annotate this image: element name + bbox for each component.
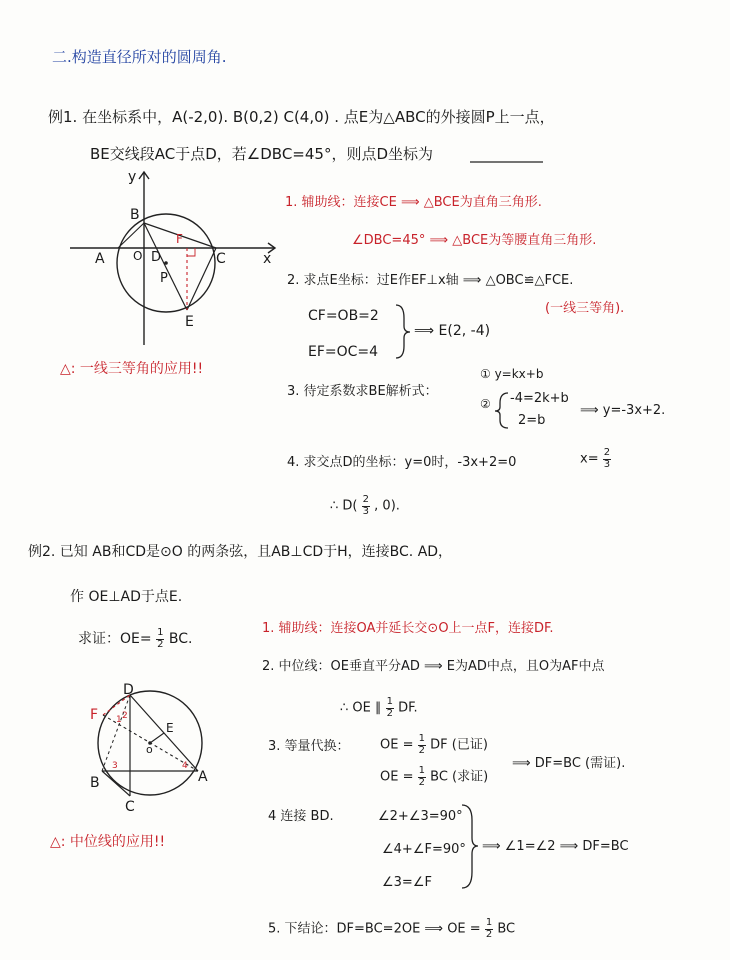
ex1-step2c: CF=OB=2 bbox=[308, 308, 379, 324]
ex1-problem-line2: BE交线段AC于点D，若∠DBC=45°，则点D坐标为 bbox=[90, 145, 433, 163]
ex1-step4d: , 0). bbox=[374, 498, 400, 514]
ex2-step5-wrap bbox=[268, 918, 515, 940]
ex2-step2b: ∴ OE ∥ bbox=[340, 700, 382, 716]
ex1-step3d: -4=2k+b bbox=[510, 391, 569, 406]
ex1-step2b: (一线三等角). bbox=[545, 301, 625, 316]
ex1-step3f: ⟹ y=-3x+2. bbox=[580, 403, 666, 418]
ex2-step3d: OE = bbox=[380, 769, 414, 785]
ex1-step2e: ⟹ E(2, -4) bbox=[414, 323, 491, 339]
ex2-step3f: ⟹ DF=BC (需证). bbox=[512, 756, 626, 771]
ex1-step3b: ① y=kx+b bbox=[480, 367, 544, 381]
ex2-step4b: ∠2+∠3=90° bbox=[378, 809, 463, 824]
label-point-b: B bbox=[130, 207, 140, 223]
ex1-step3c: ② bbox=[480, 397, 491, 411]
ex2-step3e: BC (求证) bbox=[430, 769, 489, 785]
ex2-step1: 1. 辅助线：连接OA并延长交⊙O上一点F，连接DF. bbox=[262, 621, 554, 636]
fraction-half-3: $\frac{1}{2}$ bbox=[418, 733, 425, 756]
ex1-step2d: EF=OC=4 bbox=[308, 344, 379, 360]
ex2-step4d: ∠3=∠F bbox=[382, 875, 432, 890]
ex1-step4b: x= bbox=[580, 451, 599, 467]
ex2-step3b: OE = bbox=[380, 737, 414, 753]
fraction-half-5: $\frac{1}{2}$ bbox=[485, 917, 493, 940]
ex1-step3e: 2=b bbox=[518, 413, 546, 428]
ex2-note: △: 中位线的应用!! bbox=[50, 834, 166, 850]
ex2-label-e: E bbox=[166, 721, 174, 735]
ex1-step1a: 1. 辅助线：连接CE ⟹ △BCE为直角三角形. bbox=[285, 195, 542, 210]
label-x-axis: x bbox=[263, 251, 272, 267]
ex2-step4c: ∠4+∠F=90° bbox=[382, 842, 466, 857]
ex2-angle-3: 3 bbox=[112, 761, 118, 771]
ex2-step5a: 5. 下结论：DF=BC=2OE ⟹ OE = bbox=[268, 921, 481, 937]
ex2-label-c: C bbox=[125, 799, 135, 815]
ex2-label-b: B bbox=[90, 775, 100, 791]
ex2-label-d: D bbox=[123, 682, 134, 698]
ex2-angle-2: 2 bbox=[122, 711, 128, 721]
ex2-step3a: 3. 等量代换： bbox=[268, 739, 350, 754]
ex2-problem-line1: 例2. 已知 AB和CD是⊙O 的两条弦，且AB⊥CD于H，连接BC. AD， bbox=[28, 544, 453, 560]
ex2-step3c: DF (已证) bbox=[430, 737, 488, 753]
label-point-f: F bbox=[176, 232, 183, 246]
ex1-note: △: 一线三等角的应用!! bbox=[60, 361, 204, 377]
ex2-label-o: o bbox=[146, 743, 153, 756]
label-point-a: A bbox=[95, 251, 105, 267]
ex2-label-a: A bbox=[198, 769, 208, 785]
ex1-step4c: ∴ D( bbox=[330, 498, 358, 514]
section-heading: 二.构造直径所对的圆周角. bbox=[52, 48, 227, 66]
label-point-c: C bbox=[216, 251, 226, 267]
fraction-half-2: $\frac{1}{2}$ bbox=[386, 696, 393, 719]
ex2-step2a: 2. 中位线：OE垂直平分AD ⟹ E为AD中点，且O为AF中点 bbox=[262, 659, 605, 674]
ex2-problem-line2: 作 OE⊥AD于点E. bbox=[70, 589, 183, 605]
ex2-step2c: DF. bbox=[398, 700, 418, 716]
label-point-d: D bbox=[151, 250, 162, 265]
fraction-half-4: $\frac{1}{2}$ bbox=[418, 765, 425, 788]
ex2-angle-1: 1 bbox=[116, 715, 122, 725]
label-point-e: E bbox=[185, 314, 194, 330]
ex1-problem-line1: 例1. 在坐标系中，A(-2,0). B(0,2) C(4,0) . 点E为△ABC的外接圆P上一点， bbox=[48, 108, 555, 126]
ex2-prove-bc: BC. bbox=[168, 631, 193, 647]
ex2-step4a: 4 连接 BD. bbox=[268, 809, 334, 824]
ex2-label-f: F bbox=[90, 707, 99, 723]
fraction-two-thirds: $\frac{2}{3}$ bbox=[603, 447, 611, 470]
ex2-step4e: ⟹ ∠1=∠2 ⟹ DF=BC bbox=[482, 839, 629, 854]
ex1-step1b: ∠DBC=45° ⟹ △BCE为等腰直角三角形. bbox=[352, 233, 597, 248]
ex1-step4a: 4. 求交点D的坐标：y=0时，-3x+2=0 bbox=[287, 455, 517, 470]
ex2-prove-label: 求证：OE= bbox=[78, 631, 152, 647]
label-y-axis: y bbox=[128, 169, 137, 185]
fraction-two-thirds-d: $\frac{2}{3}$ bbox=[362, 494, 370, 517]
fraction-half: $\frac{1}{2}$ bbox=[157, 627, 164, 650]
ex2-angle-4: 4 bbox=[182, 761, 188, 771]
label-origin: O bbox=[133, 249, 143, 263]
label-center-p: P bbox=[160, 271, 168, 286]
ex2-step5b: BC bbox=[497, 921, 516, 937]
ex1-step2a: 2. 求点E坐标：过E作EF⊥x轴 ⟹ △OBC≌△FCE. bbox=[287, 273, 574, 288]
ex1-step3a: 3. 待定系数求BE解析式： bbox=[287, 384, 438, 399]
